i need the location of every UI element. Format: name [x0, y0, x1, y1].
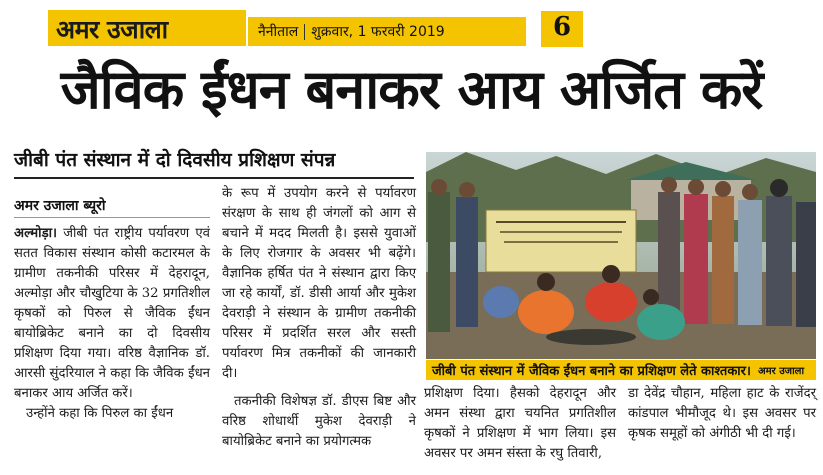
article-paragraph: के रूप में उपयोग करने से पर्यावरण संरक्षण के साथ ही जंगलों को आग से बचाने में मदद मिलती है। इससे युवाओं के लिए रोजगार के अवसर भी बढ़ेंगे। वैज्ञानिक हर्षित पंत ने संस्थान द्वारा किए जा रहे कार्यों, डॉ. डीसी आर्या और मुकेश देवराड़ी ने संस्थान के ग्रामीण तकनीकी परिसर में प्रदर्शित सरल और सस्ती पर्यावरण मित्र तकनीकों की जानकारी दी।: [222, 186, 416, 381]
article-column-1: [14, 224, 210, 424]
photo-credit: अमर उजाला: [758, 366, 805, 377]
dateline-separator: [304, 24, 305, 40]
article-column-3: [424, 384, 616, 464]
newspaper-logo: अमर उजाला: [56, 15, 168, 44]
edition-date: शुक्रवार, 1 फरवरी 2019: [311, 24, 445, 40]
article-paragraph: [14, 224, 210, 404]
subheadline: जीबी पंत संस्थान में दो दिवसीय प्रशिक्षण संपन्न: [14, 149, 336, 171]
page-number: 6: [552, 12, 572, 42]
byline-rule: [14, 217, 210, 218]
article-paragraph: डा देवेंद्र चौहान, महिला हाट के राजेंदर् कांडपाल भीमौजूद थे। इस अवसर पर कृषक समूहों को अंगीठी भी दी गई।: [628, 386, 816, 441]
article-dateline: अल्मोड़ा।: [14, 226, 58, 241]
article-paragraph: प्रशिक्षण दिया। हैसको देहरादून और अमन संस्था द्वारा चयनित प्रगतिशील कृषकों ने प्रशिक्षण में भाग लिया। इस अवसर पर अमन संस्ता के रघु तिवारी,: [424, 386, 616, 461]
photo-illustration: [426, 152, 816, 359]
subheadline-rule: [14, 177, 414, 179]
article-text: जीबी पंत राष्ट्रीय पर्यावरण एवं सतत विकास संस्थान कोसी कटारमल के ग्रामीण तकनीकी परिसर में देहरादून, अल्मोड़ा और चौखुटिया के 32 प्रगतिशील कृषकों को पिरुल से जैविक ईंधन बायोब्रिकेट बनाने का दो दिवसीय प्रशिक्षण दिया गया। वरिष्ठ वैज्ञानिक डॉ. आरसी सुंदरियाल ने कहा कि जैविक ईंधन बनाकर आय अर्जित करें।: [14, 226, 210, 401]
headline: जैविक ईंधन बनाकर आय अर्जित करें: [60, 58, 763, 121]
news-photo: [426, 152, 816, 359]
edition-city: नैनीताल: [258, 24, 299, 40]
photo-caption: जीबी पंत संस्थान में जैविक ईंधन बनाने का प्रशिक्षण लेते काश्तकार।: [432, 364, 751, 379]
article-paragraph: तकनीकी विशेषज्ञ डॉ. डीएस बिष्ट और वरिष्ठ शोधार्थी मुकेश देवराड़ी ने बायोब्रिकेट बनाने का प्रयोगत्मक: [222, 394, 416, 449]
byline: अमर उजाला ब्यूरो: [14, 198, 106, 214]
article-column-2: [222, 184, 416, 452]
dateline: [258, 22, 445, 41]
article-paragraph: उन्होंने कहा कि पिरुल का ईंधन: [26, 406, 174, 421]
article-column-4: [628, 384, 816, 444]
